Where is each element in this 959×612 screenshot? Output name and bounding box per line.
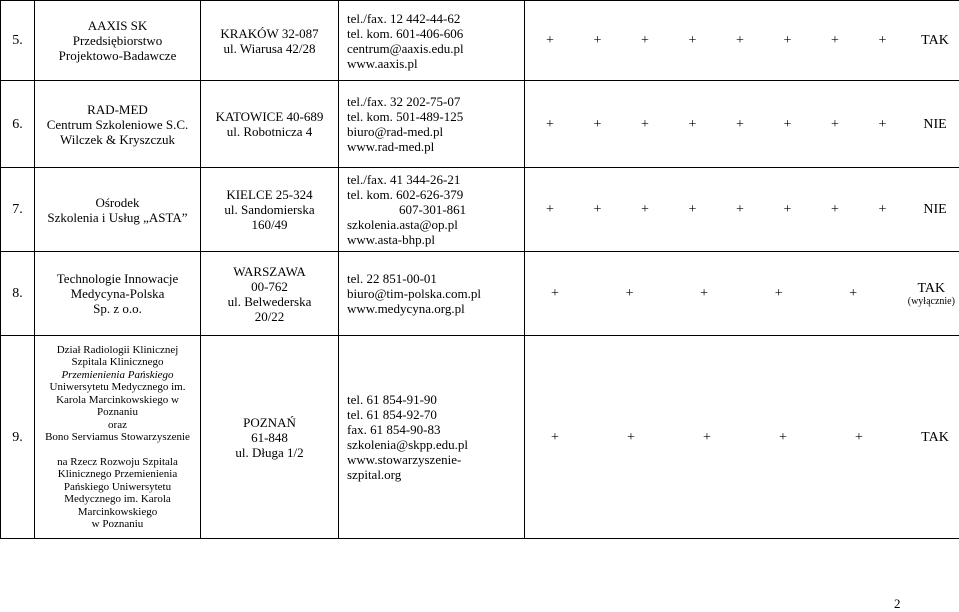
plus-mark: + [535, 286, 575, 301]
plus-mark: + [630, 202, 660, 217]
provider-marks [525, 168, 959, 252]
plus-mark: + [763, 430, 803, 445]
provider-name: Technologie Innowacje Medycyna-Polska Sp. z o.o. [35, 252, 201, 336]
answer: TAK [908, 281, 955, 296]
provider-contact: tel./fax. 41 344-26-21 tel. kom. 602-626-379 607-301-861 szkolenia.asta@op.pl www.asta-bhp.pl [339, 168, 525, 252]
plus-mark: + [684, 286, 724, 301]
plus-mark: + [820, 202, 850, 217]
plus-mark: + [611, 430, 651, 445]
plus-mark: + [820, 117, 850, 132]
plus-mark: + [725, 117, 755, 132]
answer: TAK [915, 430, 955, 445]
plus-mark: + [678, 202, 708, 217]
row-number: 8. [1, 252, 35, 336]
plus-mark: + [630, 33, 660, 48]
answer-cell [908, 281, 955, 307]
answer: NIE [915, 202, 955, 217]
plus-mark: + [868, 202, 898, 217]
plus-mark: + [535, 202, 565, 217]
plus-mark: + [773, 117, 803, 132]
plus-mark: + [535, 33, 565, 48]
provider-marks [525, 252, 959, 336]
page-number: 2 [894, 596, 901, 612]
plus-mark: + [759, 286, 799, 301]
table-row [1, 252, 959, 336]
plus-mark: + [868, 33, 898, 48]
provider-name: Ośrodek Szkolenia i Usług „ASTA” [35, 168, 201, 252]
plus-mark: + [630, 117, 660, 132]
plus-mark: + [610, 286, 650, 301]
plus-mark: + [773, 33, 803, 48]
row-number: 9. [1, 336, 35, 539]
row-number: 5. [1, 1, 35, 81]
plus-mark: + [839, 430, 879, 445]
plus-mark: + [583, 202, 613, 217]
provider-address: KIELCE 25-324 ul. Sandomierska 160/49 [201, 168, 339, 252]
answer-note: (wyłącznie) [908, 296, 955, 307]
table-row [1, 1, 959, 81]
plus-mark: + [725, 33, 755, 48]
plus-mark: + [773, 202, 803, 217]
provider-name: Dział Radiologii Klinicznej Szpitala Klinicznego Przemienienia Pańskiego Uniwersytetu Medycznego im. Karola Marcinkowskiego w Poznaniu oraz Bono Serviamus Stowarzyszenie na Rzecz Rozwoju Szpitala Klinicznego Przemienienia Pańskiego Uniwersytetu Medycznego im. Karola Marcinkowskiego w Poznaniu [35, 336, 201, 539]
table-row [1, 168, 959, 252]
provider-address: KATOWICE 40-689 ul. Robotnicza 4 [201, 81, 339, 168]
provider-address: KRAKÓW 32-087 ul. Wiarusa 42/28 [201, 1, 339, 81]
table-row [1, 81, 959, 168]
plus-mark: + [725, 202, 755, 217]
table-row [1, 336, 959, 539]
provider-address: POZNAŃ 61-848 ul. Długa 1/2 [201, 336, 339, 539]
provider-address: WARSZAWA 00-762 ul. Belwederska 20/22 [201, 252, 339, 336]
answer: TAK [915, 33, 955, 48]
answer: NIE [915, 117, 955, 132]
provider-contact: tel. 61 854-91-90 tel. 61 854-92-70 fax. 61 854-90-83 szkolenia@skpp.edu.pl www.stowarzyszenie- szpital.org [339, 336, 525, 539]
plus-mark: + [583, 33, 613, 48]
provider-contact: tel./fax. 12 442-44-62 tel. kom. 601-406-606 centrum@aaxis.edu.pl www.aaxis.pl [339, 1, 525, 81]
plus-mark: + [535, 117, 565, 132]
plus-mark: + [687, 430, 727, 445]
plus-mark: + [833, 286, 873, 301]
provider-name: AAXIS SK Przedsiębiorstwo Projektowo-Badawcze [35, 1, 201, 81]
plus-mark: + [820, 33, 850, 48]
provider-marks [525, 81, 959, 168]
provider-name: RAD-MED Centrum Szkoleniowe S.C. Wilczek & Kryszczuk [35, 81, 201, 168]
plus-mark: + [535, 430, 575, 445]
provider-contact: tel./fax. 32 202-75-07 tel. kom. 501-489-125 biuro@rad-med.pl www.rad-med.pl [339, 81, 525, 168]
provider-contact: tel. 22 851-00-01 biuro@tim-polska.com.pl www.medycyna.org.pl [339, 252, 525, 336]
provider-marks [525, 336, 959, 539]
plus-mark: + [678, 33, 708, 48]
row-number: 6. [1, 81, 35, 168]
plus-mark: + [678, 117, 708, 132]
plus-mark: + [583, 117, 613, 132]
provider-marks [525, 1, 959, 81]
plus-mark: + [868, 117, 898, 132]
row-number: 7. [1, 168, 35, 252]
